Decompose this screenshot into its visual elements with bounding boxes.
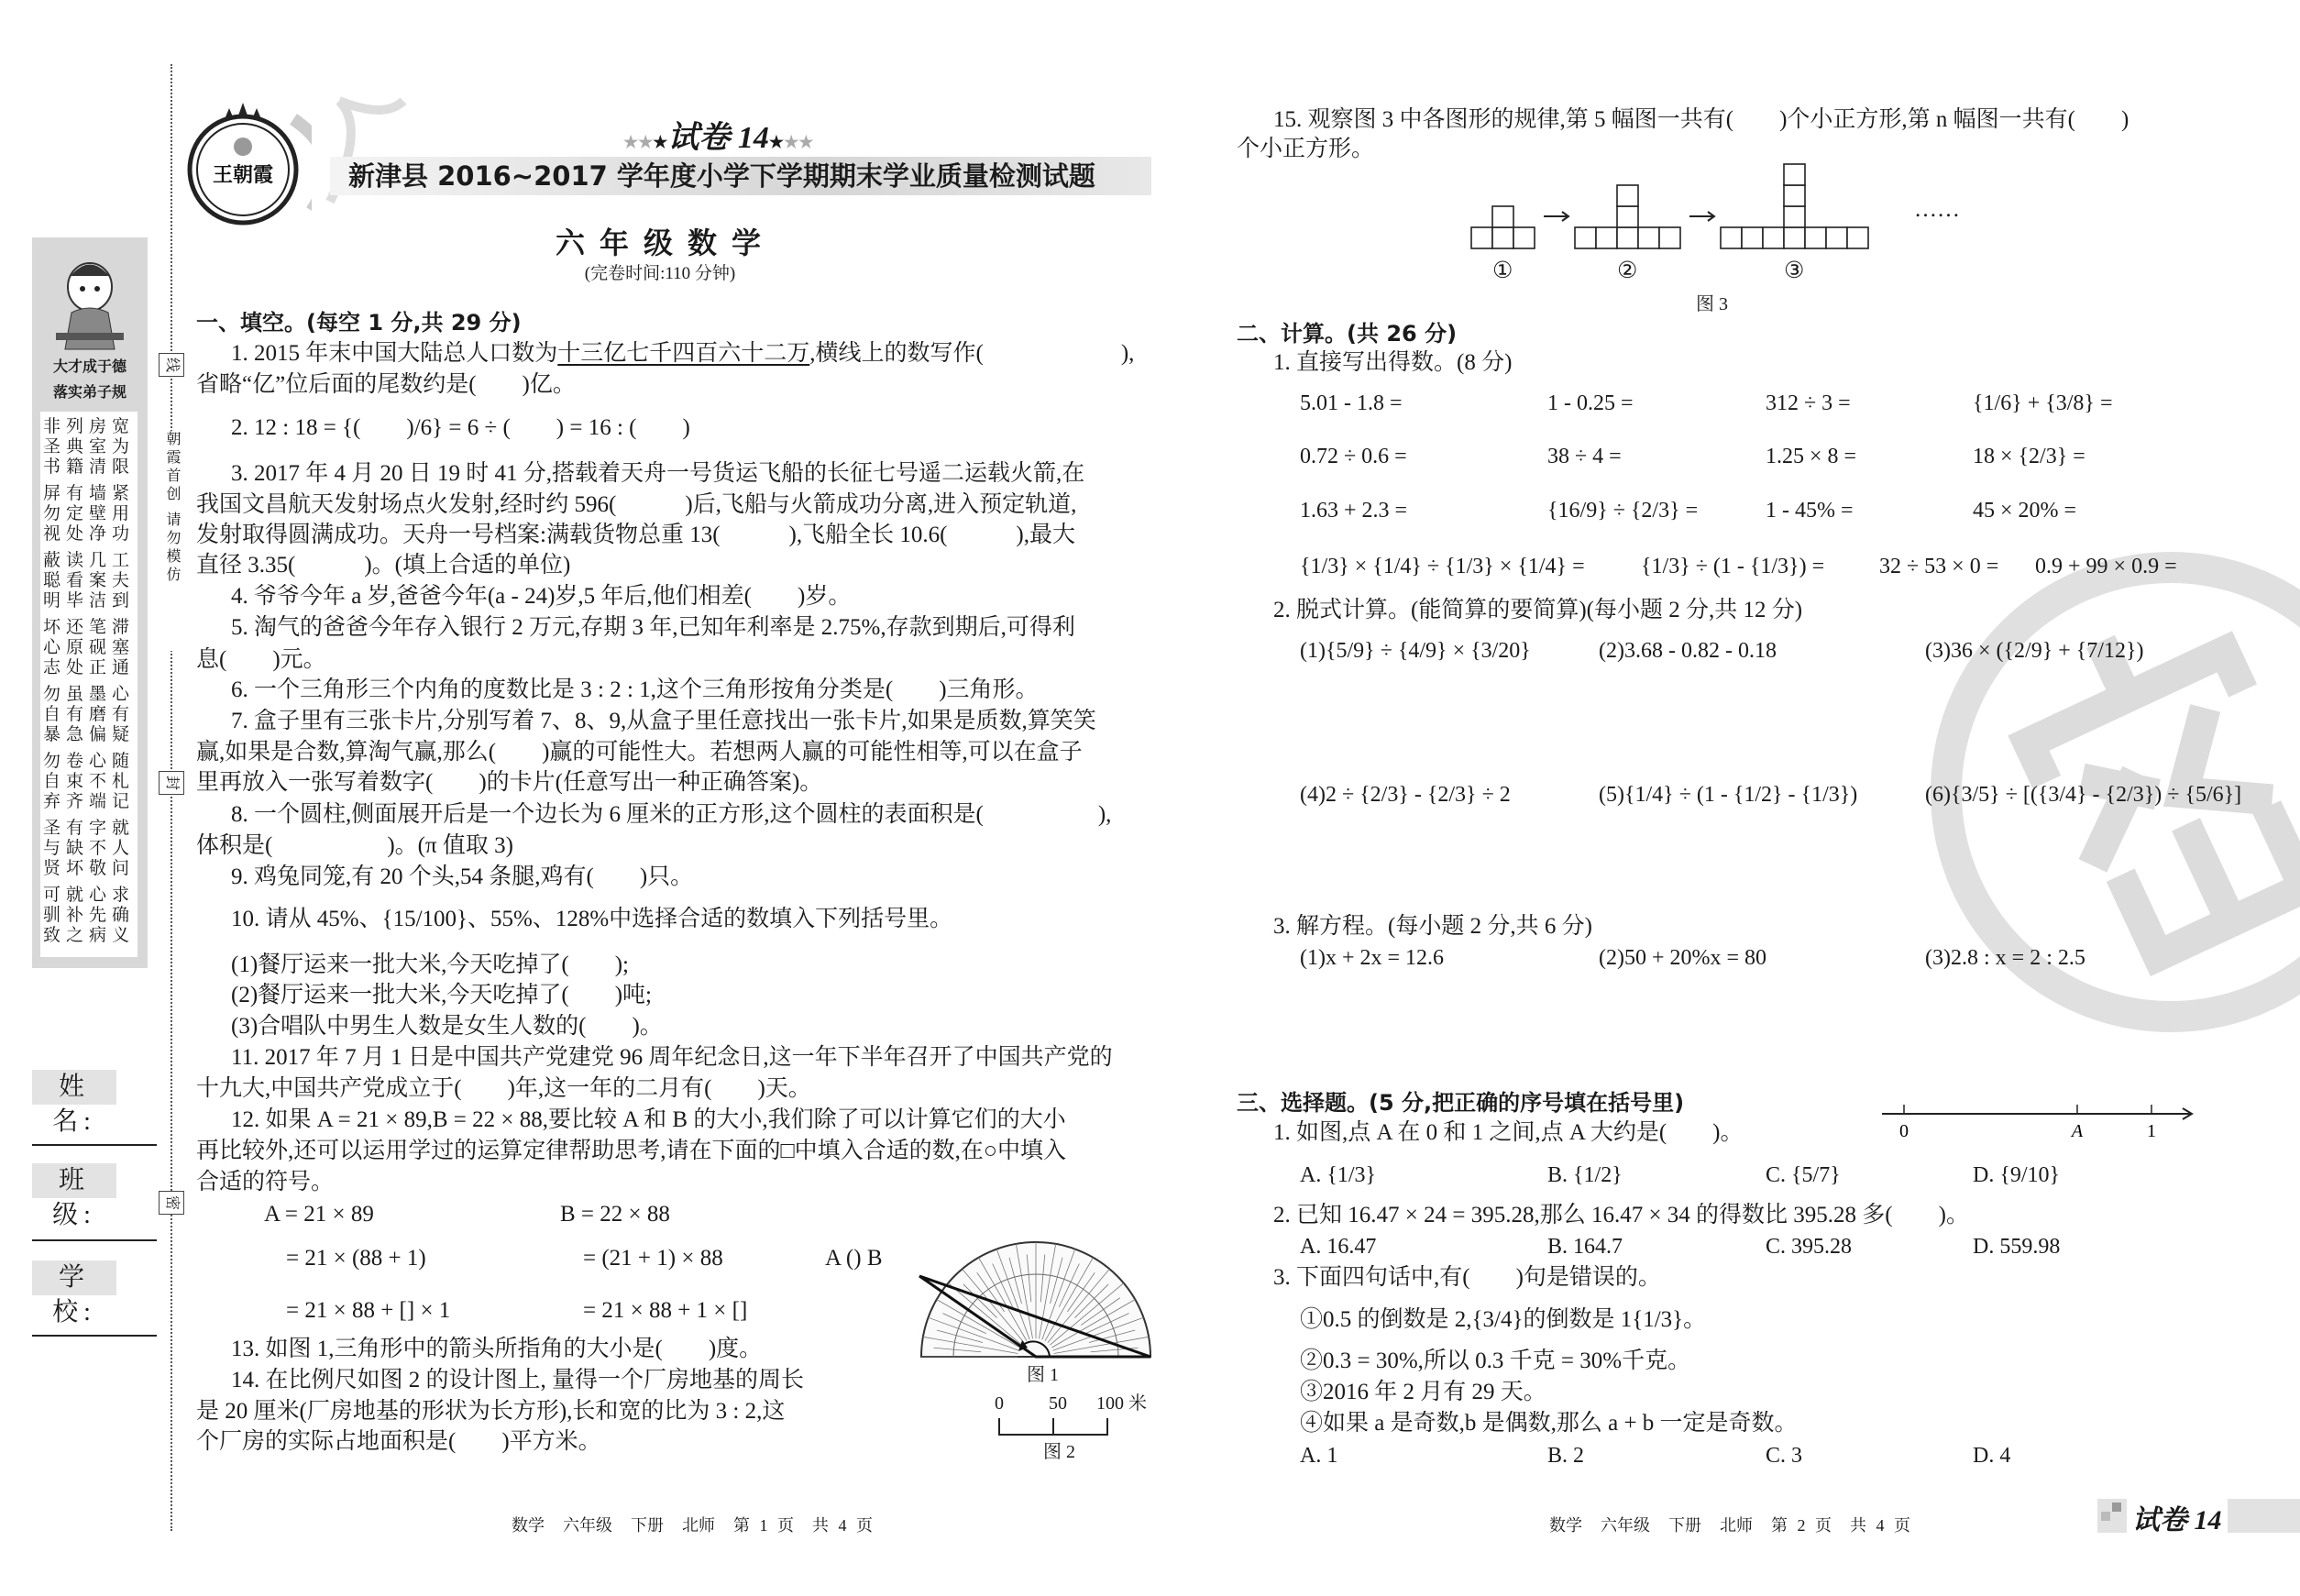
motto-line: 书籍清限 <box>42 457 135 477</box>
calc-item: 0.9 + 99 × 0.9 = <box>2035 555 2177 578</box>
motto-line: 非列房宽 <box>42 417 135 436</box>
unit-square <box>1492 227 1513 248</box>
star-icon: ★★ <box>784 133 814 151</box>
paper-badge-label: 试卷 14 <box>2127 1497 2228 1537</box>
unit-square <box>1596 227 1617 248</box>
unit-square <box>1805 227 1826 248</box>
class-field[interactable] <box>32 1239 157 1241</box>
unit-square <box>1784 164 1805 185</box>
motto-line: 蔽读几工 <box>42 551 135 570</box>
student-cartoon-icon <box>49 248 131 354</box>
figure-3-pattern <box>1430 156 1980 257</box>
number-line-label: 1 <box>2147 1121 2156 1141</box>
scale-tick: 50 <box>1049 1393 1067 1414</box>
unit-square <box>1492 206 1513 227</box>
question-14: 14. 在比例尺如图 2 的设计图上, 量得一个厂房地基的周长 <box>231 1368 805 1392</box>
work-b3[interactable]: = 21 × 88 + 1 × [] <box>583 1298 748 1323</box>
number-line-label: 0 <box>1899 1121 1909 1141</box>
figure-3-label: 图 3 <box>1696 294 1728 314</box>
figure-1-label: 图 1 <box>1027 1365 1059 1385</box>
paper-badge <box>2097 1499 2300 1533</box>
question-12: 12. 如果 A = 21 × 89,B = 22 × 88,要比较 A 和 B 的大小,我们除了可以计算它们的大小 <box>231 1107 1066 1132</box>
motto-line: 致之病义 <box>42 926 135 945</box>
option-d: D. {9/10} <box>1973 1163 2061 1187</box>
exam-title: 新津县 2016~2017 学年度小学下学期期末学业质量检测试题 <box>348 160 1095 192</box>
footer-item: 六年级 <box>1601 1516 1650 1535</box>
choice-3: 3. 下面四句话中,有( )句是错误的。 <box>1273 1265 1661 1290</box>
calc-item: 1 - 0.25 = <box>1547 391 1634 415</box>
motto-group <box>40 551 138 611</box>
question-7-cont: 里再放入一张写着数字( )的卡片(任意写出一种正确答案)。 <box>196 770 823 795</box>
statement-4: ④如果 a 是奇数,b 是偶数,那么 a + b 一定是奇数。 <box>1300 1411 1798 1436</box>
question-5: 5. 淘气的爸爸今年存入银行 2 万元,存期 3 年,已知年利率是 2.75%,存款到期后,可得利 <box>231 615 1075 640</box>
paper-label: 试卷 14 <box>667 121 769 155</box>
class-label: 班 级: <box>32 1163 116 1198</box>
motto-line: 圣典室为 <box>42 437 135 457</box>
question-2: 2. 12 : 18 = {( )/6} = 6 ÷ ( ) = 16 : ( ) <box>231 415 690 440</box>
part-2-title: 2. 脱式计算。(能简算的要简算)(每小题 2 分,共 12 分) <box>1273 598 1803 622</box>
number-line <box>1875 1100 2205 1146</box>
motto-line: 视处净功 <box>42 524 135 544</box>
figure-mark: ③ <box>1784 259 1805 283</box>
question-12-cont: 合适的符号。 <box>196 1170 335 1194</box>
compare-circle[interactable]: A () B <box>825 1246 883 1271</box>
page-2-footer <box>1540 1513 1920 1536</box>
page-1-footer <box>502 1513 882 1536</box>
calc-item: 18 × {2/3} = <box>1973 445 2085 468</box>
star-icon: ★★ <box>623 133 654 151</box>
section-1-heading: 一、填空。(每空 1 分,共 29 分) <box>196 310 522 336</box>
calc-item: 38 ÷ 4 = <box>1547 445 1622 468</box>
part-3-title: 3. 解方程。(每小题 2 分,共 6 分) <box>1273 914 1592 939</box>
option-d: D. 4 <box>1973 1444 2011 1468</box>
unit-square <box>1763 227 1784 248</box>
question-3: 3. 2017 年 4 月 20 日 19 时 41 分,搭载着天舟一号货运飞船的长征七号遥二运载火箭,在 <box>231 461 1085 486</box>
unit-square <box>1826 227 1847 248</box>
question-9: 9. 鸡兔同笼,有 20 个头,54 条腿,鸡有( )只。 <box>231 864 694 889</box>
equation-1: (1)x + 2x = 12.6 <box>1300 946 1445 970</box>
work-a3[interactable]: = 21 × 88 + [] × 1 <box>286 1298 451 1323</box>
unit-square <box>1721 227 1742 248</box>
unit-square <box>1784 185 1805 206</box>
option-d: D. 559.98 <box>1973 1235 2061 1259</box>
calc-item: {16/9} ÷ {2/3} = <box>1547 499 1699 523</box>
unit-square <box>1617 206 1638 227</box>
motto-group <box>40 752 138 812</box>
question-4: 4. 爷爷今年 a 岁,爸爸今年(a - 24)岁,5 年后,他们相差( )岁。 <box>231 584 852 609</box>
calc-item: 32 ÷ 53 × 0 = <box>1879 555 1999 578</box>
calc-item: 1.63 + 2.3 = <box>1300 499 1408 523</box>
unit-square <box>1659 227 1680 248</box>
question-8-cont: 体积是( )。(π 值取 3) <box>196 833 513 858</box>
school-label: 学 校: <box>32 1260 116 1295</box>
motto-line: 勿虽墨心 <box>42 685 135 704</box>
unit-square <box>1617 185 1638 206</box>
footer-item: 共 4 页 <box>812 1516 873 1535</box>
question-14-cont: 是 20 厘米(厂房地基的形状为长方形),长和宽的比为 3 : 2,这 <box>196 1399 786 1424</box>
scale-tick: 100 米 <box>1096 1393 1147 1414</box>
work-a1: A = 21 × 89 <box>264 1202 374 1227</box>
motto-line: 自束不札 <box>42 772 135 791</box>
statement-2: ②0.3 = 30%,所以 0.3 千克 = 30%千克。 <box>1300 1348 1691 1373</box>
motto-group <box>40 886 138 946</box>
motto-line: 明毕洁到 <box>42 591 135 611</box>
motto-line: 勿定壁用 <box>42 504 135 523</box>
name-label: 姓 名: <box>32 1070 116 1105</box>
calc-item: 1.25 × 8 = <box>1766 445 1857 468</box>
motto-group <box>40 484 138 545</box>
question-7: 7. 盒子里有三张卡片,分别写着 7、8、9,从盒子里任意找出一张卡片,如果是质数,算笑笑 <box>231 709 1096 733</box>
option-a: A. 1 <box>1300 1444 1338 1468</box>
option-b: B. 164.7 <box>1547 1235 1623 1259</box>
slogan-line: 大才成于德 <box>52 359 127 375</box>
calc-item: 45 × 20% = <box>1973 499 2077 523</box>
unit-square <box>1784 227 1805 248</box>
unit-square <box>1742 227 1763 248</box>
footer-item: 下册 <box>631 1516 664 1535</box>
question-13: 13. 如图 1,三角形中的箭头所指角的大小是( )度。 <box>231 1337 763 1361</box>
question-3-cont: 发射取得圆满成功。天舟一号档案:满载货物总重 13( ),飞船全长 10.6( ),最大 <box>196 523 1075 547</box>
footer-item: 数学 <box>512 1516 545 1535</box>
unit-square <box>1471 227 1492 248</box>
brand-logo <box>183 101 312 238</box>
name-field[interactable] <box>32 1144 157 1146</box>
pattern-figure <box>1721 164 1868 248</box>
pattern-figure <box>1575 185 1680 248</box>
question-6: 6. 一个三角形三个内角的度数比是 3 : 2 : 1,这个三角形按角分类是( )三角形。 <box>231 677 1039 702</box>
figure-2-label: 图 2 <box>1043 1442 1075 1462</box>
unit-square <box>1847 227 1868 248</box>
time-note: (完卷时间:110 分钟) <box>584 264 736 283</box>
option-a: A. 16.47 <box>1300 1235 1377 1259</box>
question-7-cont: 赢,如果是合数,算淘气赢,那么( )赢的可能性大。若想两人赢的可能性相等,可以在盒子 <box>196 740 1083 765</box>
question-1 <box>231 338 1134 369</box>
unit-square <box>1575 227 1596 248</box>
question-15-cont: 个小正方形。 <box>1237 137 1375 161</box>
motto-group <box>40 685 138 745</box>
motto-group <box>40 618 138 678</box>
motto-line: 屏有墙紧 <box>42 484 135 503</box>
calc-item: 0.72 ÷ 0.6 = <box>1300 445 1407 468</box>
calc-item: {1/3} ÷ (1 - {1/3}) = <box>1641 555 1825 578</box>
option-c: C. 3 <box>1766 1444 1803 1468</box>
footer-item: 第 2 页 <box>1771 1516 1832 1535</box>
question-3-cont: 我国文昌航天发射场点火发射,经时约 596( )后,飞船与火箭成功分离,进入预定轨道, <box>196 492 1077 517</box>
motto-box <box>40 412 138 957</box>
option-a: A. {1/3} <box>1300 1163 1377 1187</box>
seal-char: 密 <box>159 1191 184 1215</box>
motto-line: 坏还笔滞 <box>42 618 135 637</box>
motto-group <box>40 417 138 478</box>
step-calc-item: (6){3/5} ÷ [({3/4} - {2/3}) ÷ {5/6}] <box>1925 783 2242 807</box>
question-10-1: (1)餐厅运来一批大米,今天吃掉了( ); <box>231 952 629 977</box>
motto-line: 可就心求 <box>42 886 135 905</box>
work-b1: B = 22 × 88 <box>560 1202 670 1227</box>
question-5-cont: 息( )元。 <box>196 647 326 672</box>
footer-item: 六年级 <box>563 1516 612 1535</box>
calc-item: {1/6} + {3/8} = <box>1973 391 2113 415</box>
question-11: 11. 2017 年 7 月 1 日是中国共产党建党 96 周年纪念日,这一年下半年召开了中国共产党的 <box>231 1045 1113 1070</box>
question-1-cont: 省略“亿”位后面的尾数约是( )亿。 <box>196 372 576 397</box>
scale-bar <box>997 1416 1117 1438</box>
unit-square <box>1617 227 1638 248</box>
motto-line: 驯补先确 <box>42 906 135 925</box>
unit-square <box>1513 227 1535 248</box>
motto-line: 贤坏敬问 <box>42 859 135 878</box>
figure-mark: ② <box>1617 259 1638 283</box>
motto-line: 暴急偏疑 <box>42 725 135 744</box>
statement-1: ①0.5 的倒数是 2,{3/4}的倒数是 1{1/3}。 <box>1300 1307 1707 1332</box>
option-c: C. 395.28 <box>1766 1235 1853 1259</box>
section-3-heading: 三、选择题。(5 分,把正确的序号填在括号里) <box>1237 1090 1685 1116</box>
unit-square <box>1784 206 1805 227</box>
calc-item: 312 ÷ 3 = <box>1766 391 1851 415</box>
unit-square <box>1638 227 1659 248</box>
option-b: B. {1/2} <box>1547 1163 1623 1187</box>
question-10-3: (3)合唱队中男生人数是女生人数的( )。 <box>231 1014 663 1039</box>
option-c: C. {5/7} <box>1766 1163 1841 1187</box>
section-2-heading: 二、计算。(共 26 分) <box>1237 321 1458 347</box>
star-icon: ★ <box>768 133 785 151</box>
calc-item: 1 - 45% = <box>1766 499 1854 523</box>
motto-line: 勿卷心随 <box>42 752 135 771</box>
choice-1: 1. 如图,点 A 在 0 和 1 之间,点 A 大约是( )。 <box>1273 1120 1744 1145</box>
motto-line: 弃齐端记 <box>42 792 135 811</box>
step-calc-item: (2)3.68 - 0.82 - 0.18 <box>1599 639 1777 663</box>
statement-3: ③2016 年 2 月有 29 天。 <box>1300 1380 1546 1404</box>
copyright-note: 朝霞首创 请勿模仿 <box>161 431 182 651</box>
question-8: 8. 一个圆柱,侧面展开后是一个边长为 6 厘米的正方形,这个圆柱的表面积是( ), <box>231 802 1112 827</box>
arrow-right-icon <box>1689 212 1714 221</box>
figure-mark: ① <box>1492 259 1513 283</box>
motto-line: 圣有字就 <box>42 819 135 838</box>
cut-line <box>171 64 172 1531</box>
footer-item: 第 1 页 <box>733 1516 794 1535</box>
motto-line: 志处正通 <box>42 658 135 677</box>
step-calc-item: (4)2 ÷ {2/3} - {2/3} ÷ 2 <box>1300 783 1511 807</box>
step-calc-item: (3)36 × ({2/9} + {7/12}) <box>1925 639 2144 663</box>
part-1-title: 1. 直接写出得数。(8 分) <box>1273 350 1513 375</box>
q1-underlined: 十三亿七千四百六十二万 <box>557 341 810 366</box>
arrow-right-icon <box>1544 212 1568 221</box>
question-15: 15. 观察图 3 中各图形的规律,第 5 幅图一共有( )个小正方形,第 n 幅图一共有( ) <box>1273 107 2129 132</box>
paper-number <box>623 112 813 157</box>
work-b2: = (21 + 1) × 88 <box>583 1246 723 1271</box>
footer-item: 北师 <box>1720 1516 1753 1535</box>
subject-title: 六 年 级 数 学 <box>555 226 765 259</box>
footer-item: 北师 <box>682 1516 715 1535</box>
footer-item: 下册 <box>1668 1516 1701 1535</box>
motto-sidebar <box>32 237 148 968</box>
question-3-cont: 直径 3.35( )。(填上合适的单位) <box>196 553 571 578</box>
motto-line: 自有磨有 <box>42 705 135 724</box>
scale-tick: 0 <box>995 1393 1004 1414</box>
calc-item: 5.01 - 1.8 = <box>1300 391 1403 415</box>
motto-line: 心原砚塞 <box>42 638 135 657</box>
school-field[interactable] <box>32 1335 157 1337</box>
q1-text: 1. 2015 年末中国大陆总人口数为 <box>231 341 558 366</box>
motto-line: 聪看案夫 <box>42 571 135 590</box>
question-10-2: (2)餐厅运来一批大米,今天吃掉了( )吨; <box>231 983 652 1007</box>
calc-item: {1/3} × {1/4} ÷ {1/3} × {1/4} = <box>1300 555 1585 578</box>
number-line-label: A <box>2071 1121 2084 1141</box>
question-10: 10. 请从 45%、{15/100}、55%、128%中选择合适的数填入下列括号里。 <box>231 907 953 931</box>
footer-item: 共 4 页 <box>1850 1516 1910 1535</box>
work-a2: = 21 × (88 + 1) <box>286 1246 426 1271</box>
motto-line: 与缺不人 <box>42 839 135 858</box>
seal-char: 线 <box>159 353 184 377</box>
q1-text: ,横线上的数写作( ), <box>809 341 1135 366</box>
seal-char: 封 <box>159 771 184 795</box>
equation-2: (2)50 + 20%x = 80 <box>1599 946 1767 970</box>
star-icon: ★ <box>653 133 668 151</box>
equation-3: (3)2.8 : x = 2 : 2.5 <box>1925 946 2085 970</box>
protractor-figure <box>912 1238 1160 1366</box>
slogan-line: 落实弟子规 <box>52 385 127 401</box>
motto-group <box>40 819 138 879</box>
step-calc-item: (5){1/4} ÷ (1 - {1/2} - {1/3}) <box>1599 783 1858 807</box>
question-14-cont: 个厂房的实际占地面积是( )平方米。 <box>196 1429 601 1454</box>
question-12-cont: 再比较外,还可以运用学过的运算定律帮助思考,请在下面的□中填入合适的数,在○中填入 <box>196 1139 1066 1163</box>
logo-text: 王朝霞 <box>212 163 274 186</box>
step-calc-item: (1){5/9} ÷ {4/9} × {3/20} <box>1300 639 1531 663</box>
option-b: B. 2 <box>1547 1444 1585 1468</box>
question-11-cont: 十九大,中国共产党成立于( )年,这一年的二月有( )天。 <box>196 1076 811 1101</box>
pattern-figure <box>1471 206 1535 248</box>
ellipsis: …… <box>1914 197 1960 222</box>
choice-2: 2. 已知 16.47 × 24 = 395.28,那么 16.47 × 34 的得数比 395.28 多( )。 <box>1273 1203 1969 1227</box>
footer-item: 数学 <box>1549 1516 1582 1535</box>
